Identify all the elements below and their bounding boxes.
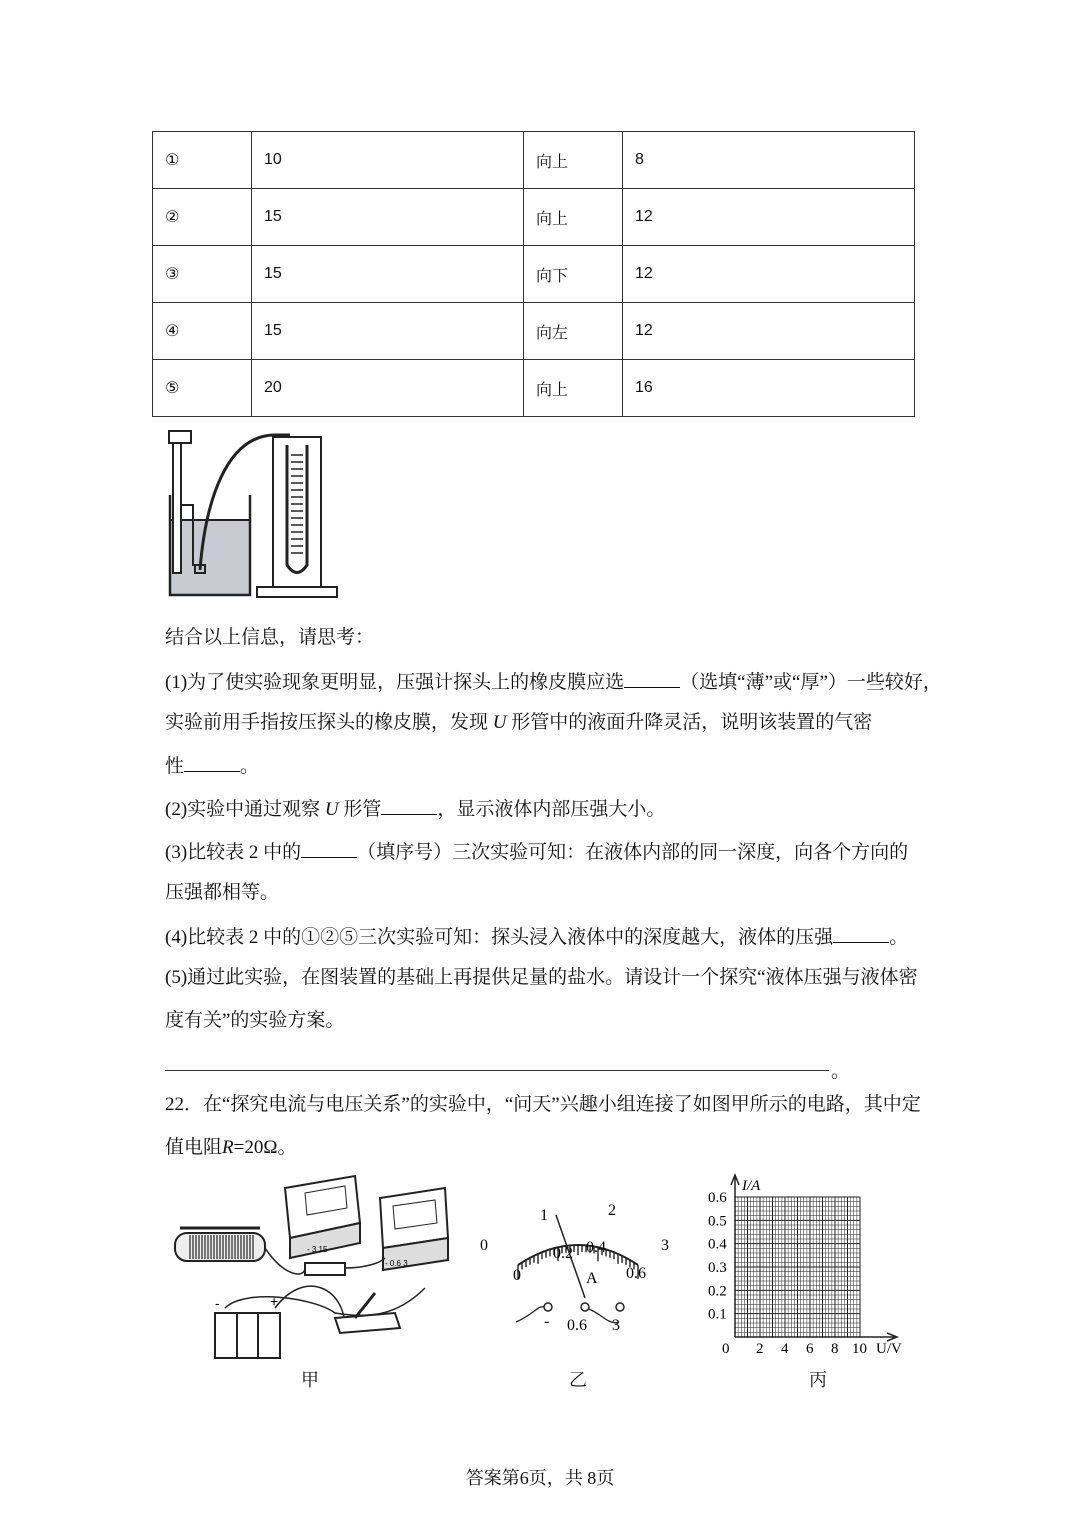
answer-blank[interactable] bbox=[184, 753, 240, 772]
table-cell: ③ bbox=[153, 246, 252, 303]
y-tick-label: 0.2 bbox=[708, 1283, 727, 1300]
q21-part3-line1: (3)比较表 2 中的 （填序号）三次实验可知：在液体内部的同一深度，向各个方向的 bbox=[165, 839, 908, 865]
table-cell: 15 bbox=[252, 303, 524, 360]
voltmeter-terminals: - 3 15 bbox=[307, 1245, 328, 1254]
page-footer: 答案第6页，共 8页 bbox=[465, 1468, 615, 1488]
ammeter-dial-figure bbox=[478, 1195, 678, 1345]
table-cell: 16 bbox=[623, 360, 915, 417]
answer-blank[interactable] bbox=[624, 669, 680, 688]
scale-label: 0.2 bbox=[553, 1245, 573, 1262]
svg-text:+: + bbox=[270, 1293, 279, 1309]
ammeter-terminals: - 0.6 3 bbox=[385, 1259, 408, 1268]
table-cell: 20 bbox=[252, 360, 524, 417]
x-axis-label: U/V bbox=[876, 1341, 902, 1357]
table-row bbox=[153, 189, 915, 246]
q21-intro: 结合以上信息，请思考： bbox=[165, 627, 375, 648]
y-tick-label: 0.1 bbox=[708, 1306, 727, 1323]
table-cell: ⑤ bbox=[153, 360, 252, 417]
y-tick-label: 0.6 bbox=[708, 1190, 727, 1206]
table-cell: 12 bbox=[623, 246, 915, 303]
scale-label: 0 bbox=[480, 1237, 488, 1254]
table-cell: 8 bbox=[623, 132, 915, 189]
y-tick-label: 0.5 bbox=[708, 1213, 727, 1230]
table-cell: ① bbox=[153, 132, 252, 189]
table-cell: 12 bbox=[623, 303, 915, 360]
q22-line2: 值电阻R=20Ω。 bbox=[165, 1137, 297, 1158]
q21-part5-line1: (5)通过此实验，在图装置的基础上再提供足量的盐水。请设计一个探究“液体压强与液体密 bbox=[165, 967, 918, 988]
caption-jia: 甲 bbox=[301, 1370, 319, 1390]
x-tick-label: 2 bbox=[756, 1341, 764, 1357]
table-row bbox=[153, 360, 915, 417]
table-cell: 15 bbox=[252, 246, 524, 303]
table-row bbox=[153, 303, 915, 360]
circuit-figure bbox=[165, 1168, 450, 1368]
caption-bing: 丙 bbox=[809, 1370, 827, 1390]
terminal-label: 3 bbox=[612, 1317, 620, 1334]
x-tick-label: 4 bbox=[781, 1341, 789, 1357]
svg-text:-: - bbox=[215, 1295, 220, 1311]
q21-part4: (4)比较表 2 中的①②⑤三次实验可知：探头浸入液体中的深度越大，液体的压强 。 bbox=[165, 924, 908, 950]
answer-long-blank[interactable] bbox=[165, 1070, 829, 1071]
q22-line1: 22．在“探究电流与电压关系”的实验中，“问天”兴趣小组连接了如图甲所示的电路，其中定 bbox=[165, 1094, 921, 1115]
y-axis-label: I/A bbox=[742, 1178, 761, 1194]
q21-part1-line1: (1)为了使实验现象更明显，压强计探头上的橡皮膜应选 （选填“薄”或“厚”）一些较好， bbox=[165, 669, 942, 695]
terminal-label: - bbox=[544, 1313, 550, 1330]
terminal-label: 0.6 bbox=[567, 1317, 587, 1334]
x-tick-label: 6 bbox=[806, 1341, 814, 1357]
table-cell: 向上 bbox=[524, 360, 623, 417]
x-tick-label: 0 bbox=[722, 1341, 730, 1357]
caption-yi: 乙 bbox=[569, 1370, 587, 1390]
table-row bbox=[153, 132, 915, 189]
table-cell: 向下 bbox=[524, 246, 623, 303]
x-tick-label: 10 bbox=[852, 1341, 867, 1357]
table-cell: 15 bbox=[252, 189, 524, 246]
table-cell: ④ bbox=[153, 303, 252, 360]
unit-label: A bbox=[586, 1270, 598, 1287]
answer-blank[interactable] bbox=[301, 839, 357, 858]
q21-part5-line2: 度有关”的实验方案。 bbox=[165, 1010, 345, 1031]
iu-graph-figure bbox=[700, 1172, 920, 1362]
table-cell: 向左 bbox=[524, 303, 623, 360]
pressure-gauge-figure bbox=[165, 425, 340, 605]
scale-label: 0 bbox=[513, 1267, 521, 1284]
table-cell: 10 bbox=[252, 132, 524, 189]
table-cell: 向上 bbox=[524, 189, 623, 246]
scale-label: 3 bbox=[661, 1237, 669, 1254]
table-row bbox=[153, 246, 915, 303]
data-table bbox=[152, 131, 915, 417]
table-cell: 向上 bbox=[524, 132, 623, 189]
y-tick-label: 0.3 bbox=[708, 1260, 727, 1276]
q21-part1-line3: 性 。 bbox=[165, 753, 259, 779]
q21-part3-line2: 压强都相等。 bbox=[165, 882, 280, 903]
scale-label: 2 bbox=[608, 1202, 616, 1219]
table-cell: ② bbox=[153, 189, 252, 246]
x-tick-label: 8 bbox=[831, 1341, 839, 1357]
y-tick-label: 0.4 bbox=[708, 1236, 727, 1253]
answer-blank[interactable] bbox=[381, 796, 437, 815]
table-cell: 12 bbox=[623, 189, 915, 246]
scale-label: 0.4 bbox=[586, 1239, 606, 1256]
answer-blank[interactable] bbox=[833, 924, 889, 943]
q21-part2: (2)实验中通过观察 U 形管 ，显示液体内部压强大小。 bbox=[165, 796, 665, 822]
period: 。 bbox=[831, 1061, 851, 1082]
scale-label: 0.6 bbox=[626, 1265, 646, 1282]
q21-part1-line2: 实验前用手指按压探头的橡皮膜，发现 U 形管中的液面升降灵活，说明该装置的气密 bbox=[165, 712, 873, 733]
scale-label: 1 bbox=[540, 1207, 548, 1224]
